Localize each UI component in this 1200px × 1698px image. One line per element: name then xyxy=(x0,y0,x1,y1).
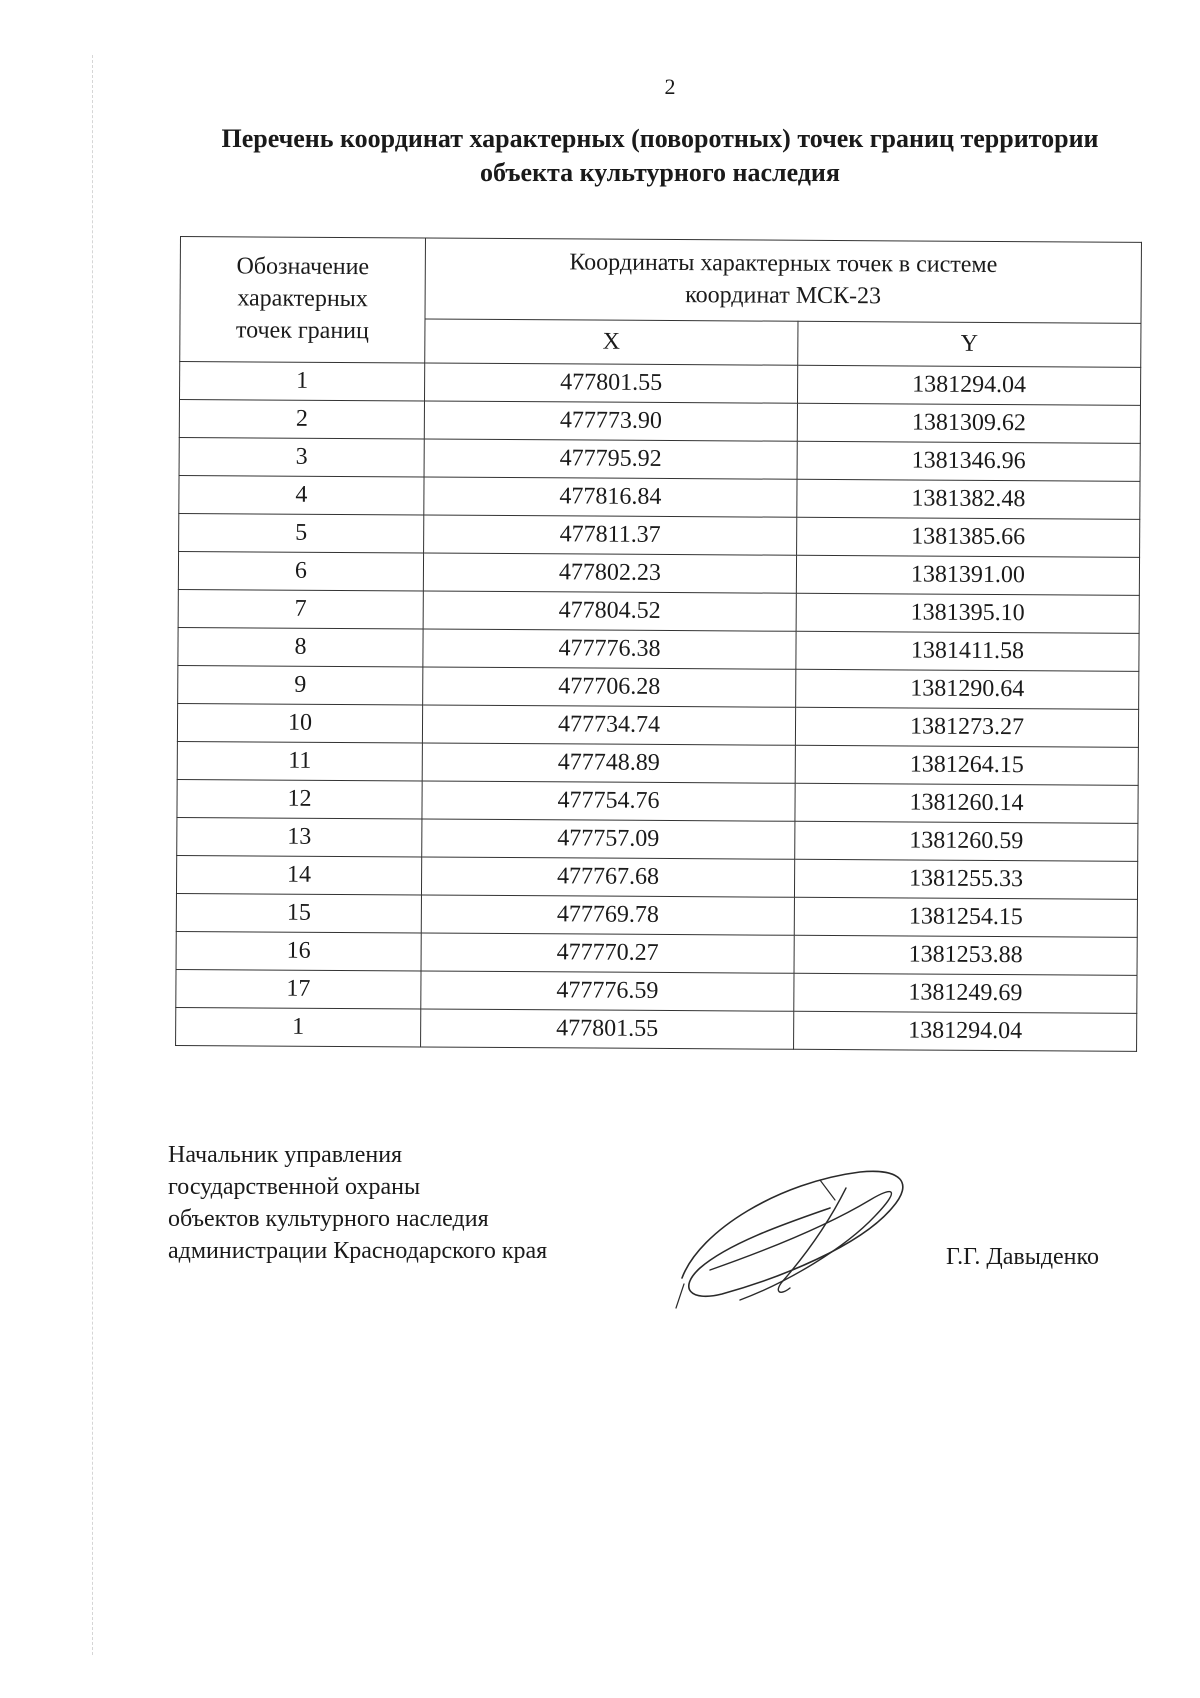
y-cell: 1381346.96 xyxy=(797,441,1140,481)
document-title-line-2: объекта культурного наследия xyxy=(480,158,840,188)
table-body xyxy=(176,362,1141,1052)
table-row xyxy=(178,589,1139,633)
signatory-position-line: администрации Краснодарского края xyxy=(168,1237,548,1264)
table-row xyxy=(177,817,1138,861)
header-point-designation-line: характерных xyxy=(237,285,368,313)
header-coordinates-group xyxy=(425,238,1141,323)
header-point-designation xyxy=(180,237,426,363)
point-cell: 7 xyxy=(178,589,423,628)
y-cell: 1381260.14 xyxy=(795,783,1138,823)
table-row xyxy=(180,362,1141,406)
table-row xyxy=(178,627,1139,671)
document-title xyxy=(170,122,1150,191)
x-cell: 477776.59 xyxy=(421,971,794,1011)
point-cell: 16 xyxy=(176,931,421,970)
header-point-designation-line: точек границ xyxy=(235,317,369,344)
y-cell: 1381290.64 xyxy=(796,669,1139,709)
x-cell: 477816.84 xyxy=(424,477,797,517)
y-cell: 1381395.10 xyxy=(796,593,1139,633)
x-cell: 477769.78 xyxy=(421,895,794,935)
y-cell: 1381309.62 xyxy=(797,403,1140,443)
table-row xyxy=(177,741,1138,785)
y-cell: 1381249.69 xyxy=(794,973,1137,1013)
x-cell: 477802.23 xyxy=(423,553,796,593)
signatory-position xyxy=(168,1140,547,1268)
y-cell: 1381294.04 xyxy=(794,1011,1137,1051)
y-cell: 1381273.27 xyxy=(795,707,1138,747)
signatory-position-line: государственной охраны xyxy=(168,1173,421,1200)
point-cell: 10 xyxy=(177,703,422,742)
x-cell: 477748.89 xyxy=(422,743,795,783)
point-cell: 4 xyxy=(179,475,424,514)
header-coordinates-group-line: Координаты характерных точек в системе xyxy=(569,249,998,279)
document-title-line-1: Перечень координат характерных (поворотных) точек границ территории xyxy=(221,124,1099,153)
point-cell: 14 xyxy=(176,855,421,894)
table-row xyxy=(176,969,1137,1013)
table-row xyxy=(179,400,1140,444)
header-point-designation-line: Обозначение xyxy=(236,253,370,281)
y-cell: 1381260.59 xyxy=(795,821,1138,861)
table-row xyxy=(179,475,1140,519)
y-cell: 1381254.15 xyxy=(794,897,1137,937)
point-cell: 15 xyxy=(176,893,421,932)
signatory-position-line: Начальник управления xyxy=(168,1142,403,1168)
table-row xyxy=(179,513,1140,557)
point-cell: 1 xyxy=(176,1007,421,1046)
y-cell: 1381391.00 xyxy=(796,555,1139,595)
table-row xyxy=(176,1007,1137,1051)
page-number: 2 xyxy=(664,74,676,99)
point-cell: 8 xyxy=(178,627,423,666)
point-cell: 17 xyxy=(176,969,421,1008)
table-row xyxy=(177,703,1138,747)
x-cell: 477734.74 xyxy=(422,705,795,745)
table-row xyxy=(178,551,1139,595)
point-cell: 2 xyxy=(179,400,424,439)
x-cell: 477770.27 xyxy=(421,933,794,973)
x-cell: 477801.55 xyxy=(421,1009,794,1049)
y-cell: 1381382.48 xyxy=(797,479,1140,519)
table-row xyxy=(177,779,1138,823)
signatory-position-line: объектов культурного наследия xyxy=(168,1205,489,1232)
y-cell: 1381385.66 xyxy=(797,517,1140,557)
y-cell: 1381264.15 xyxy=(795,745,1138,785)
y-cell: 1381411.58 xyxy=(796,631,1139,671)
point-cell: 6 xyxy=(178,551,423,590)
x-cell: 477795.92 xyxy=(424,439,797,479)
header-y: Y xyxy=(798,321,1141,367)
y-cell: 1381294.04 xyxy=(797,365,1140,405)
point-cell: 1 xyxy=(180,362,425,401)
x-cell: 477801.55 xyxy=(424,363,797,403)
header-x: X xyxy=(425,319,798,365)
y-cell: 1381255.33 xyxy=(794,859,1137,899)
point-cell: 11 xyxy=(177,741,422,780)
table-row xyxy=(178,665,1139,709)
table-header-row xyxy=(180,237,1141,324)
x-cell: 477754.76 xyxy=(422,781,795,821)
table-row xyxy=(176,931,1137,975)
handwritten-signature xyxy=(670,1160,930,1310)
table-row xyxy=(176,893,1137,937)
scan-edge-line xyxy=(92,55,93,1655)
point-cell: 12 xyxy=(177,779,422,818)
table-row xyxy=(176,855,1137,899)
point-cell: 3 xyxy=(179,437,424,476)
x-cell: 477804.52 xyxy=(423,591,796,631)
x-cell: 477757.09 xyxy=(422,819,795,859)
point-cell: 13 xyxy=(177,817,422,856)
header-coordinates-group-line: координат МСК-23 xyxy=(685,282,882,310)
x-cell: 477773.90 xyxy=(424,401,797,441)
signatory-name: Г.Г. Давыденко xyxy=(946,1244,1099,1270)
point-cell: 9 xyxy=(178,665,423,704)
x-cell: 477776.38 xyxy=(423,629,796,669)
x-cell: 477706.28 xyxy=(423,667,796,707)
y-cell: 1381253.88 xyxy=(794,935,1137,975)
table-row xyxy=(179,437,1140,481)
x-cell: 477767.68 xyxy=(421,857,794,897)
x-cell: 477811.37 xyxy=(424,515,797,555)
point-cell: 5 xyxy=(179,513,424,552)
coordinates-table xyxy=(175,236,1142,1052)
